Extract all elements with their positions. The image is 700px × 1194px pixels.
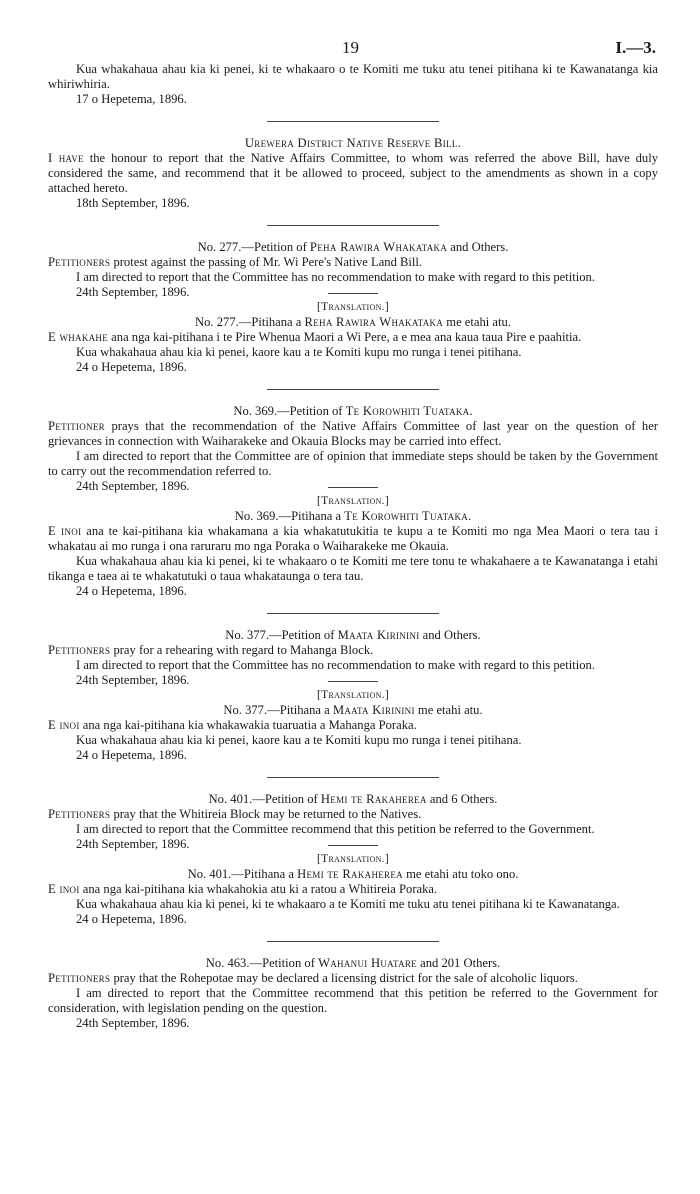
bill-body: the honour to report that the Native Affairs Committee, to whom was referred the above Bill, have duly considered the same, and recommend that it be allowed to proceed, subject to the amendments as shown in a copy attached hereto. [48,151,659,195]
short-divider [328,681,378,682]
petition-277-tr-date: 24 o Hepetema, 1896. [76,360,187,374]
petition-401-date-row [48,837,658,852]
page-number: 19 [342,38,359,57]
petition-401-tr-date: 24 o Hepetema, 1896. [76,912,187,926]
short-divider [328,845,378,846]
petition-369-title: No. 369.—Petition of Te Korowhiti Tuataka. [233,404,473,418]
petition-401-date: 24th September, 1896. [76,837,190,851]
translation-label: [Translation.] [317,301,389,313]
translation-label: [Translation.] [317,853,389,865]
petition-401-paragraph: Petitioners pray that the Whitireia Block may be returned to the Natives. [48,807,422,821]
petition-369-report: I am directed to report that the Committee are of opinion that immediate steps should be taken by the Government to carry out the recommendation referred to. [48,449,658,478]
petition-377-title: No. 377.—Petition of Maata Kirinini and Others. [225,628,481,642]
section-divider [267,777,439,778]
intro-paragraph: Kua whakahaua ahau kia ki penei, ki te whakaaro o te Komiti me tuku atu tenei pitihana ki te Kawanatanga kia whiriwhiria. [48,62,658,91]
petition-277-date-row [48,285,658,300]
short-divider [328,293,378,294]
petition-401-tr-report: Kua whakahaua ahau kia ki penei, ki te whakaaro a te Komiti me tuku atu tenei pitihana ki te Kawanatanga. [76,897,620,911]
section-divider [267,941,439,942]
petition-377-date-row [48,673,658,688]
translation-label: [Translation.] [317,495,389,507]
petition-369-paragraph: Petitioner prays that the recommendation of the Native Affairs Committee of last year on the question of her grievances in connection with Waiharakeke and Okauia Blocks may be carried into effect. [48,419,658,448]
petition-277-report: I am directed to report that the Committee has no recommendation to make with regard to this petition. [76,270,596,284]
bill-paragraph [48,151,658,196]
petition-463-date: 24th September, 1896. [76,1016,190,1030]
intro-date: 17 o Hepetema, 1896. [76,92,187,106]
petition-377-report: I am directed to report that the Committee has no recommendation to make with regard to this petition. [76,658,596,672]
petition-277-tr-paragraph: E whakahe ana nga kai-pitihana i te Pire Whenua Maori a Wi Pere, a e mea ana kaua taua Pire e paahitia. [48,330,582,344]
page-reference: I.—3. [615,38,656,57]
petition-377-tr-title: No. 377.—Pitihana a Maata Kirinini me etahi atu. [223,703,483,717]
petition-377-date: 24th September, 1896. [76,673,190,687]
petition-377-tr-report: Kua whakahaua ahau kia ki penei, kaore kau a te Komiti kupu mo runga i tenei pitihana. [76,733,522,747]
petition-401-tr-paragraph: E inoi ana nga kai-pitihana kia whakahokia atu ki a ratou a Whitireia Poraka. [48,882,438,896]
petition-277-paragraph: Petitioners protest against the passing of Mr. Wi Pere's Native Land Bill. [48,255,423,269]
petition-377-tr-date: 24 o Hepetema, 1896. [76,748,187,762]
petition-277-title: No. 277.—Petition of Peha Rawira Whakataka and Others. [197,240,509,254]
petition-277-tr-title: No. 277.—Pitihana a Reha Rawira Whakataka me etahi atu. [195,315,511,329]
petition-369-tr-report: Kua whakahaua ahau kia ki penei, ki te whakaaro o te Komiti me tere tonu te whakahaere a te Kawanatanga i etahi tikanga e taea ai te whakatutuki o taua whakataunga o tera tau. [48,554,658,583]
petition-463-paragraph: Petitioners pray that the Rohepotae may be declared a licensing district for the sale of alcoholic liquors. [48,971,578,985]
petition-369-date-row [48,479,658,494]
section-divider [267,121,439,122]
bill-title: Urewera District Native Reserve Bill. [244,136,462,150]
petition-369-tr-title: No. 369.—Pitihana a Te Korowhiti Tuataka. [234,509,472,523]
page-content [48,62,658,1031]
petition-401-title: No. 401.—Petition of Hemi te Rakaherea and 6 Others. [208,792,498,806]
petition-369-date: 24th September, 1896. [76,479,190,493]
petition-369-tr-paragraph: E inoi ana te kai-pitihana kia whakamana a kia whakatutukitia te kupu a te Komiti mo nga Mea Maori o tera tau i whakatau ai mo runga i ona raruraru mo nga Poraka o Waiharakeke me Okauia. [48,524,659,553]
petition-277-tr-report: Kua whakahaua ahau kia ki penei, kaore kau a te Komiti kupu mo runga i tenei pitihana. [76,345,522,359]
section-divider [267,389,439,390]
petition-463-report: I am directed to report that the Committee recommend that this petition be referred to the Government for consideration, with legislation pending on the question. [48,986,658,1015]
petition-369-tr-date: 24 o Hepetema, 1896. [76,584,187,598]
section-divider [267,225,439,226]
section-divider [267,613,439,614]
petition-401-tr-title: No. 401.—Pitihana a Hemi te Rakaherea me etahi atu toko ono. [187,867,519,881]
bill-date: 18th September, 1896. [76,196,190,210]
petition-377-tr-paragraph: E inoi ana nga kai-pitihana kia whakawakia tuaruatia a Mahanga Poraka. [48,718,417,732]
petition-277-date: 24th September, 1896. [76,285,190,299]
short-divider [328,487,378,488]
petition-377-paragraph: Petitioners pray for a rehearing with regard to Mahanga Block. [48,643,374,657]
translation-label: [Translation.] [317,689,389,701]
page-header [0,40,700,60]
petition-401-report: I am directed to report that the Committee recommend that this petition be referred to the Government. [76,822,595,836]
bill-lead: I have [48,151,84,165]
petition-463-title: No. 463.—Petition of Wahanui Huatare and 201 Others. [205,956,501,970]
